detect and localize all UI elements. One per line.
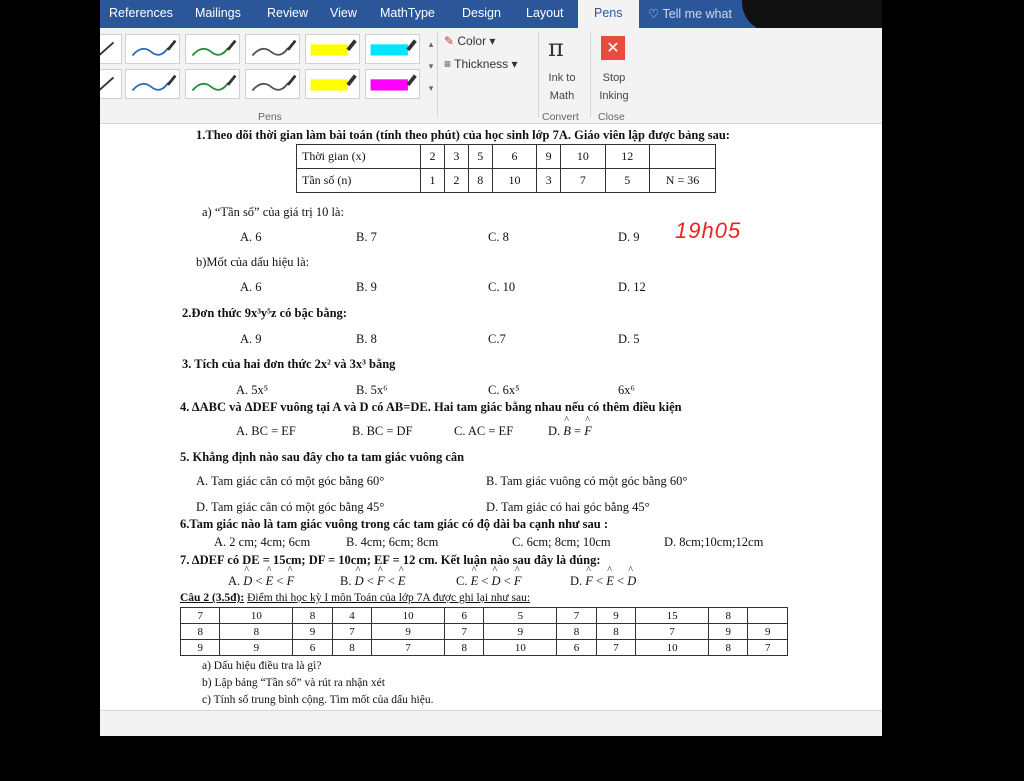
group-label-convert: Convert	[542, 111, 579, 123]
answer-option: A. 5x⁵	[236, 383, 269, 397]
divider	[590, 32, 591, 118]
more-pens-icon[interactable]: ▾	[428, 83, 434, 93]
ribbon-tab-bar	[100, 0, 882, 28]
answer-option: D. Tam giác có hai góc bằng 45°	[486, 500, 650, 514]
tell-me-search[interactable]: ♡ Tell me what	[648, 7, 732, 21]
highlighter-cyan[interactable]	[365, 34, 420, 64]
answer-option: C. 6cm; 8cm; 10cm	[512, 535, 611, 549]
pen-gray[interactable]	[245, 34, 300, 64]
answer-option: A. 9	[240, 332, 262, 346]
answer-option: A. Tam giác cân có một góc bằng 60°	[196, 474, 385, 488]
pen-blue[interactable]	[125, 34, 180, 64]
tab-view[interactable]: View	[330, 6, 357, 20]
question-5: 5. Khẳng định nào sau đây cho ta tam giác vuông cân	[180, 450, 465, 464]
word-window	[100, 0, 882, 736]
divider	[437, 32, 438, 118]
sub-question-b: b) Lập bảng “Tần số” và rút ra nhận xét	[202, 677, 385, 689]
tab-design[interactable]: Design	[462, 6, 501, 20]
answer-option: A. 6	[240, 230, 262, 244]
question-1a: a) “Tần số” của giá trị 10 là:	[202, 205, 344, 219]
question-2: 2.Đơn thức 9x³y⁵z có bậc bằng:	[182, 306, 347, 320]
question-1: 1.Theo dõi thời gian làm bài toán (tính theo phút) của học sinh lớp 7A. Giáo viên lập được bảng sau:	[196, 128, 730, 142]
answer-option: C. 8	[488, 230, 509, 244]
highlighter-yellow[interactable]	[305, 34, 360, 64]
scroll-down-icon[interactable]: ▾	[428, 61, 434, 71]
tab-layout[interactable]: Layout	[526, 6, 564, 20]
answer-option: A. BC = EF	[236, 424, 296, 438]
answer-option: 6x⁶	[618, 383, 635, 397]
answer-option: B. Tam giác vuông có một góc bằng 60°	[486, 474, 688, 488]
pen-1[interactable]	[100, 34, 122, 64]
question-3: 3. Tích của hai đơn thức 2x² và 3x³ bằng	[182, 357, 396, 371]
lightbulb-icon: ♡	[648, 7, 663, 21]
answer-option: B. 8	[356, 332, 377, 346]
status-bar	[100, 710, 882, 736]
answer-option: C. AC = EF	[454, 424, 514, 438]
pen-2[interactable]	[100, 69, 122, 99]
question-6: 6.Tam giác nào là tam giác vuông trong các tam giác có độ dài ba cạnh như sau :	[180, 517, 609, 531]
table-row: 9 9 6 8 7 8 10 6 7 10 8 7	[181, 640, 788, 656]
answer-option: D. 9	[618, 230, 640, 244]
highlighter-yellow-2[interactable]	[305, 69, 360, 99]
ink-to-math-button[interactable]: π Ink to Math	[548, 34, 576, 102]
answer-option: C. 6x⁵	[488, 383, 520, 397]
answer-option: C. 10	[488, 280, 516, 294]
answer-option: B. BC = DF	[352, 424, 413, 438]
answer-option: D. 8cm;10cm;12cm	[664, 535, 764, 549]
ribbon	[100, 28, 882, 124]
tab-pens[interactable]: Pens	[578, 0, 639, 28]
score-table	[180, 607, 788, 656]
tab-mathtype[interactable]: MathType	[380, 6, 435, 20]
pi-icon: π	[548, 34, 564, 62]
answer-option: B. 4cm; 6cm; 8cm	[346, 535, 439, 549]
pen-blue-2[interactable]	[125, 69, 180, 99]
answer-option: C. ^ E < ^ D < ^ F	[456, 574, 522, 589]
group-label-pens: Pens	[258, 111, 282, 123]
divider	[538, 32, 539, 118]
table-row: 8 8 9 7 9 7 9 8 8 7 9 9	[181, 624, 788, 640]
question-4: 4. ΔABC và ΔDEF vuông tại A và D có AB=DE. Hai tam giác bằng nhau nếu có thêm điều kiện	[180, 400, 682, 414]
pen-green-2[interactable]	[185, 69, 240, 99]
answer-option: C.7	[488, 332, 506, 346]
highlighter-magenta[interactable]	[365, 69, 420, 99]
thickness-icon: ≡	[444, 57, 455, 71]
answer-option: D. Tam giác cân có một góc bằng 45°	[196, 500, 385, 514]
answer-option: B. 5x⁶	[356, 383, 388, 397]
group-label-close: Close	[598, 111, 625, 123]
document-page[interactable]	[100, 124, 882, 736]
answer-option: A. 2 cm; 4cm; 6cm	[214, 535, 311, 549]
tab-mailings[interactable]: Mailings	[195, 6, 241, 20]
answer-option: D. ^ B = ^ F	[548, 424, 592, 439]
table-row: 7 10 8 4 10 6 5 7 9 15 8	[181, 608, 788, 624]
question-1b: b)Mốt của dấu hiệu là:	[196, 255, 310, 269]
answer-option: A. 6	[240, 280, 262, 294]
stop-inking-button[interactable]: ✕ Stop Inking	[599, 38, 629, 102]
handwritten-ink-annotation: 19h05	[675, 218, 742, 243]
close-icon: ✕	[601, 36, 625, 60]
answer-option: B. ^ D < ^ F < ^ E	[340, 574, 406, 589]
tab-review[interactable]: Review	[267, 6, 308, 20]
question-cau2: Câu 2 (3.5đ): Điểm thi học kỳ I môn Toán của lớp 7A được ghi lại như sau:	[180, 592, 531, 604]
table-row: Tần số (n) 1 2 8 10 3 7 5 N = 36	[297, 169, 716, 193]
pen-color-icon: ✎	[444, 34, 458, 48]
scroll-up-icon[interactable]: ▴	[428, 39, 434, 49]
answer-option: A. ^ D < ^ E < ^ F	[228, 574, 294, 589]
sub-question-c: c) Tính số trung bình cộng. Tìm mốt của dấu hiệu.	[202, 694, 434, 706]
tab-references[interactable]: References	[109, 6, 173, 20]
answer-option: D. 5	[618, 332, 640, 346]
table-row: Thời gian (x) 2 3 5 6 9 10 12	[297, 145, 716, 169]
sub-question-a: a) Dấu hiệu điều tra là gì?	[202, 660, 322, 672]
answer-option: D. 12	[618, 280, 646, 294]
question-7: 7. ΔDEF có DE = 15cm; DF = 10cm; EF = 12 cm. Kết luận nào sau đây là đúng:	[180, 553, 601, 567]
thickness-button[interactable]: ≡ Thickness ▾	[444, 57, 518, 71]
color-button[interactable]: ✎ Color ▾	[444, 34, 496, 48]
answer-option: B. 7	[356, 230, 377, 244]
answer-option: B. 9	[356, 280, 377, 294]
pen-gray-2[interactable]	[245, 69, 300, 99]
frequency-table	[296, 144, 716, 193]
answer-option: D. ^ F < ^ E < ^ D	[570, 574, 636, 589]
pen-green[interactable]	[185, 34, 240, 64]
